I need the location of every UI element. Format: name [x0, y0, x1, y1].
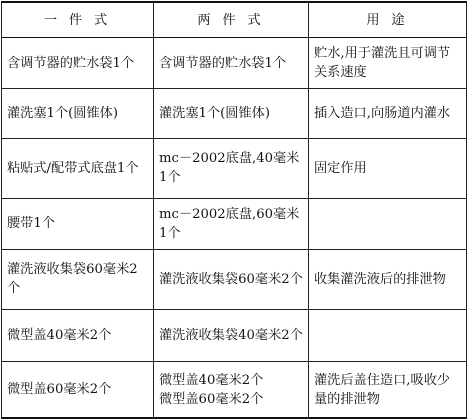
cell-usage	[309, 198, 467, 249]
cell-two-piece: 含调节器的贮水袋1个	[154, 38, 309, 89]
cell-two-piece: 灌洗液收集袋40毫米2个	[154, 309, 309, 362]
cell-two-piece: 灌洗液收集袋60毫米2个	[154, 250, 309, 310]
comparison-table	[1, 1, 467, 419]
cell-usage: 固定作用	[309, 138, 467, 198]
table-row	[2, 250, 467, 310]
cell-line: 微型盖60毫米2个	[159, 391, 264, 407]
cell-usage	[309, 309, 467, 362]
cell-one-piece: 含调节器的贮水袋1个	[2, 38, 154, 89]
header-one-piece: 一件式	[2, 2, 154, 38]
cell-one-piece: 灌洗液收集袋60毫米2个	[2, 250, 154, 310]
table-row	[2, 198, 467, 249]
table-row	[2, 138, 467, 198]
table-row	[2, 362, 467, 418]
header-usage: 用途	[309, 2, 467, 38]
cell-line: 微型盖40毫米2个	[159, 372, 264, 388]
header-two-piece: 两件式	[154, 2, 309, 38]
table-body	[2, 38, 467, 419]
cell-one-piece: 腰带1个	[2, 198, 154, 249]
cell-two-piece: mc－2002底盘,60毫米1个	[154, 198, 309, 249]
cell-usage: 插入造口,向肠道内灌水	[309, 89, 467, 138]
table-row	[2, 89, 467, 138]
header-row	[2, 2, 467, 38]
cell-one-piece: 微型盖40毫米2个	[2, 309, 154, 362]
cell-one-piece: 粘贴式/配带式底盘1个	[2, 138, 154, 198]
cell-two-piece	[154, 362, 309, 418]
table-row	[2, 309, 467, 362]
table-row	[2, 38, 467, 89]
cell-usage: 贮水,用于灌洗且可调节关系速度	[309, 38, 467, 89]
cell-two-piece: mc－2002底盘,40毫米1个	[154, 138, 309, 198]
cell-one-piece: 微型盖60毫米2个	[2, 362, 154, 418]
cell-usage: 收集灌洗液后的排泄物	[309, 250, 467, 310]
cell-two-piece: 灌洗塞1个(圆锥体)	[154, 89, 309, 138]
table-header	[2, 2, 467, 38]
cell-usage: 灌洗后盖住造口,吸收少量的排泄物	[309, 362, 467, 418]
cell-one-piece: 灌洗塞1个(圆锥体)	[2, 89, 154, 138]
